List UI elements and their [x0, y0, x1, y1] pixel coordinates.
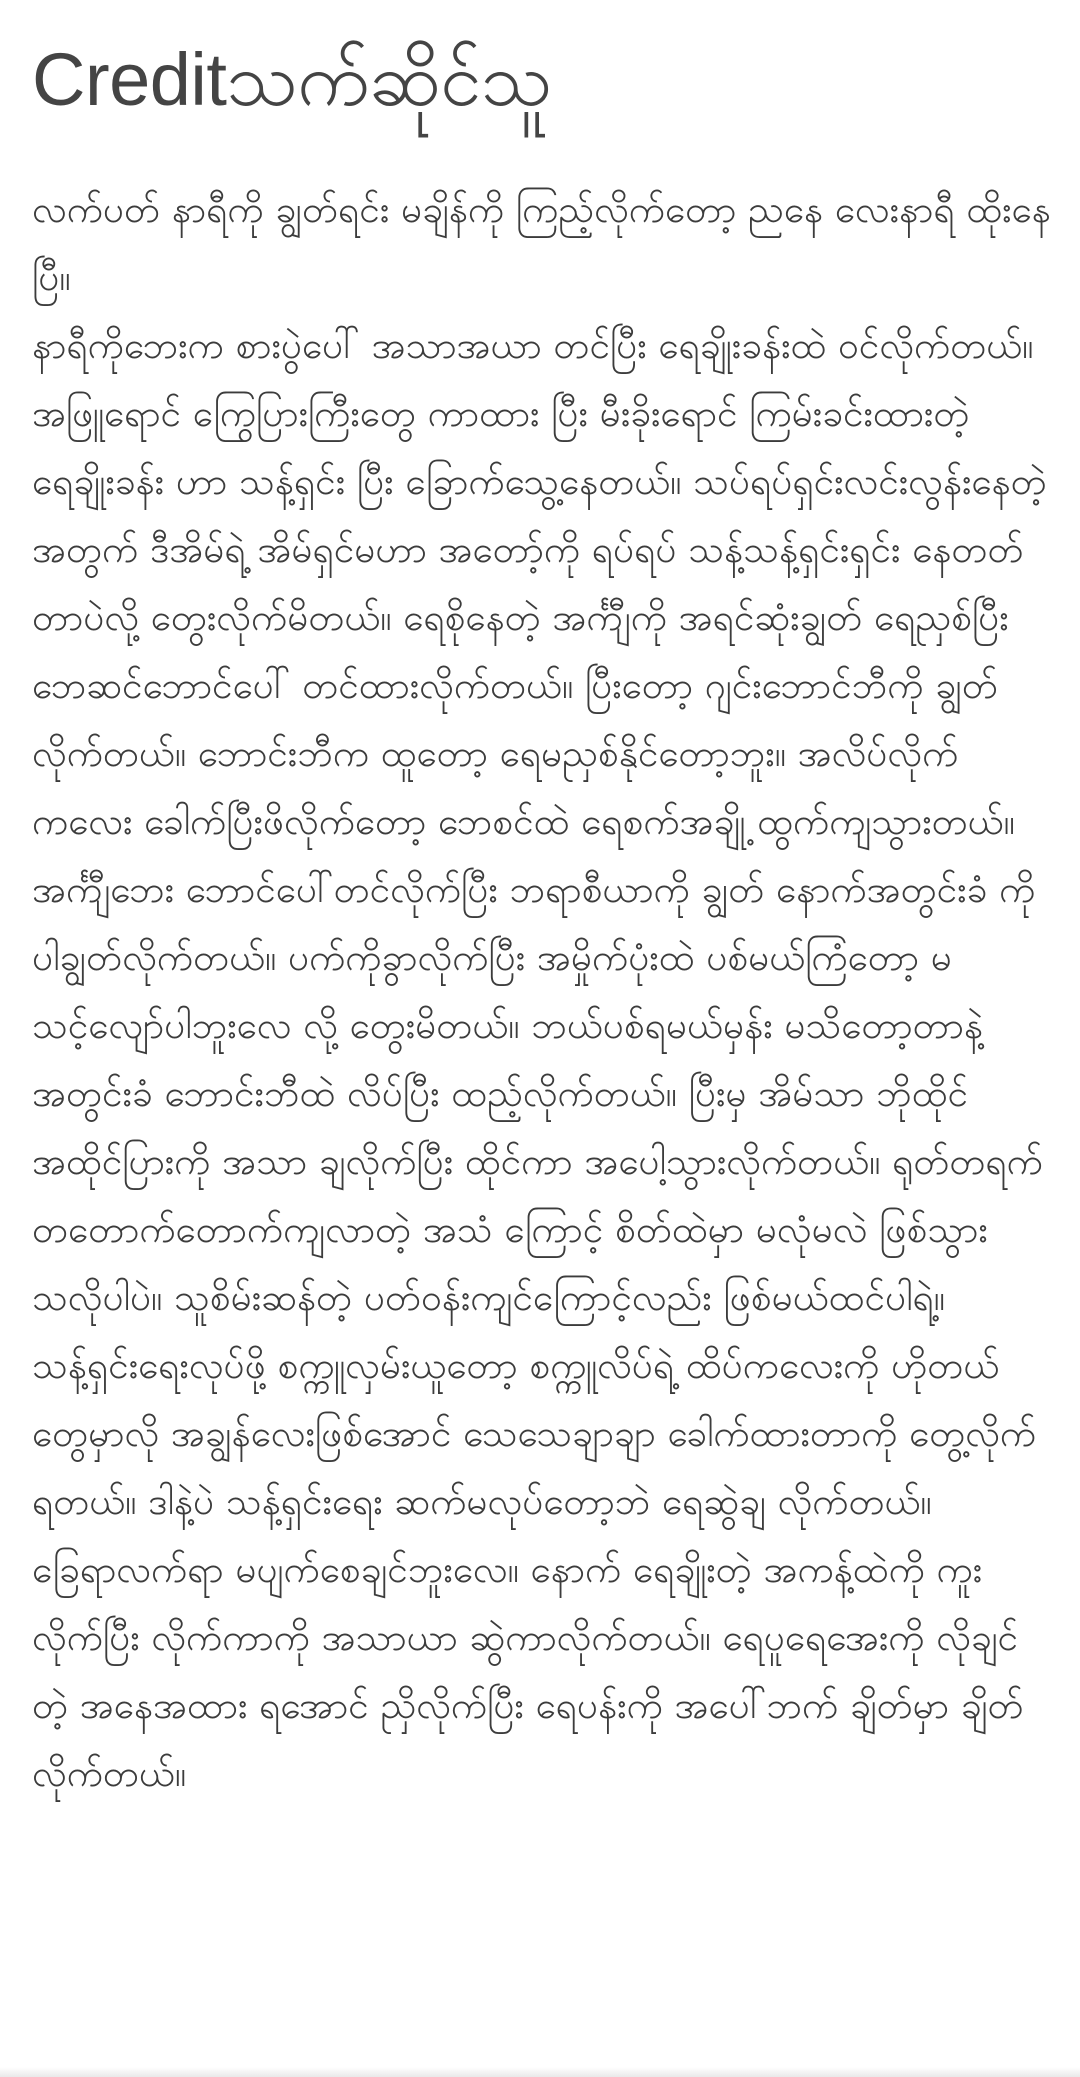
article-body: [32, 176, 1052, 1808]
bottom-edge-shadow: [0, 2067, 1080, 2077]
article: [32, 0, 1052, 1808]
article-paragraph: လက်ပတ် နာရီကို ချွတ်ရင်း မချိန်ကို ကြည့်လိုက်တော့ ညနေ လေးနာရီ ထိုးနေပြီ။: [32, 188, 1051, 299]
article-paragraph: နာရီကိုဘေးက စားပွဲပေါ် အသာအယာ တင်ပြီး ရေချိုးခန်းထဲ ဝင်လိုက်တယ်။ အဖြူရောင် ကြွေပြားကြီးတွေ ကာထား ပြီး မီးခိုးရောင် ကြမ်းခင်းထားတဲ့ ရေချိုးခန်း ဟာ သန့်ရှင်း ပြီး ခြောက်သွေ့နေတယ်။ သပ်ရပ်ရှင်းလင်းလွန်းနေတဲ့ အတွက် ဒီအိမ်ရဲ့ အိမ်ရှင်မဟာ အတော့်ကို ရပ်ရပ် သန့်သန့်ရှင်းရှင်း နေတတ်တာပဲလို့ တွေးလိုက်မိတယ်။ ရေစိုနေတဲ့ အင်္ကျီကို အရင်ဆုံးချွတ် ရေညှစ်ပြီး ဘေဆင်ဘောင်ပေါ် တင်ထားလိုက်တယ်။ ပြီးတော့ ဂျင်းဘောင်ဘီကို ချွတ်လိုက်တယ်။ ဘောင်းဘီက ထူတော့ ရေမညှစ်နိုင်တော့ဘူး။ အလိပ်လိုက်ကလေး ခေါက်ပြီးဖိလိုက်တော့ ဘေစင်ထဲ ရေစက်အချို့ ထွက်ကျသွားတယ်။ အင်္ကျီဘေး ဘောင်ပေါ်တင်လိုက်ပြီး ဘရာစီယာကို ချွတ် နောက်အတွင်းခံ ကိုပါချွတ်လိုက်တယ်။ ပက်ကိုခွာလိုက်ပြီး အမှိုက်ပုံးထဲ ပစ်မယ်ကြံတော့ မသင့်လျော်ပါဘူးလေ လို့ တွေးမိတယ်။ ဘယ်ပစ်ရမယ်မှန်း မသိတော့တာနဲ့ အတွင်းခံ ဘောင်းဘီထဲ လိပ်ပြီး ထည့်လိုက်တယ်။ ပြီးမှ အိမ်သာ ဘိုထိုင် အထိုင်ပြားကို အသာ ချလိုက်ပြီး ထိုင်ကာ အပေါ့သွားလိုက်တယ်။ ရုတ်တရက် တတောက်တောက်ကျလာတဲ့ အသံ ကြောင့် စိတ်ထဲမှာ မလုံမလဲ ဖြစ်သွားသလိုပါပဲ။ သူစိမ်းဆန်တဲ့ ပတ်ဝန်းကျင်ကြောင့်လည်း ဖြစ်မယ်ထင်ပါရဲ့။ သန့်ရှင်းရေးလုပ်ဖို့ စက္ကူလှမ်းယူတော့ စက္ကူလိပ်ရဲ့ ထိပ်ကလေးကို ဟိုတယ်တွေမှာလို အချွန်လေးဖြစ်အောင် သေသေချာချာ ခေါက်ထားတာကို တွေ့လိုက်ရတယ်။ ဒါနဲ့ပဲ သန့်ရှင်းရေး ဆက်မလုပ်တော့ဘဲ ရေဆွဲချ လိုက်တယ်။ ခြေရာလက်ရာ မပျက်စေချင်ဘူးလေ။ နောက် ရေချိုးတဲ့ အကန့်ထဲကို ကူးလိုက်ပြီး လိုက်ကာကို အသာယာ ဆွဲကာလိုက်တယ်။ ရေပူရေအေးကို လိုချင်တဲ့ အနေအထား ရအောင် ညှိလိုက်ပြီး ရေပန်းကို အပေါ်ဘက် ချိတ်မှာ ချိတ်လိုက်တယ်။: [32, 324, 1047, 1795]
article-title: Creditသက်ဆိုင်သူ: [32, 38, 552, 121]
